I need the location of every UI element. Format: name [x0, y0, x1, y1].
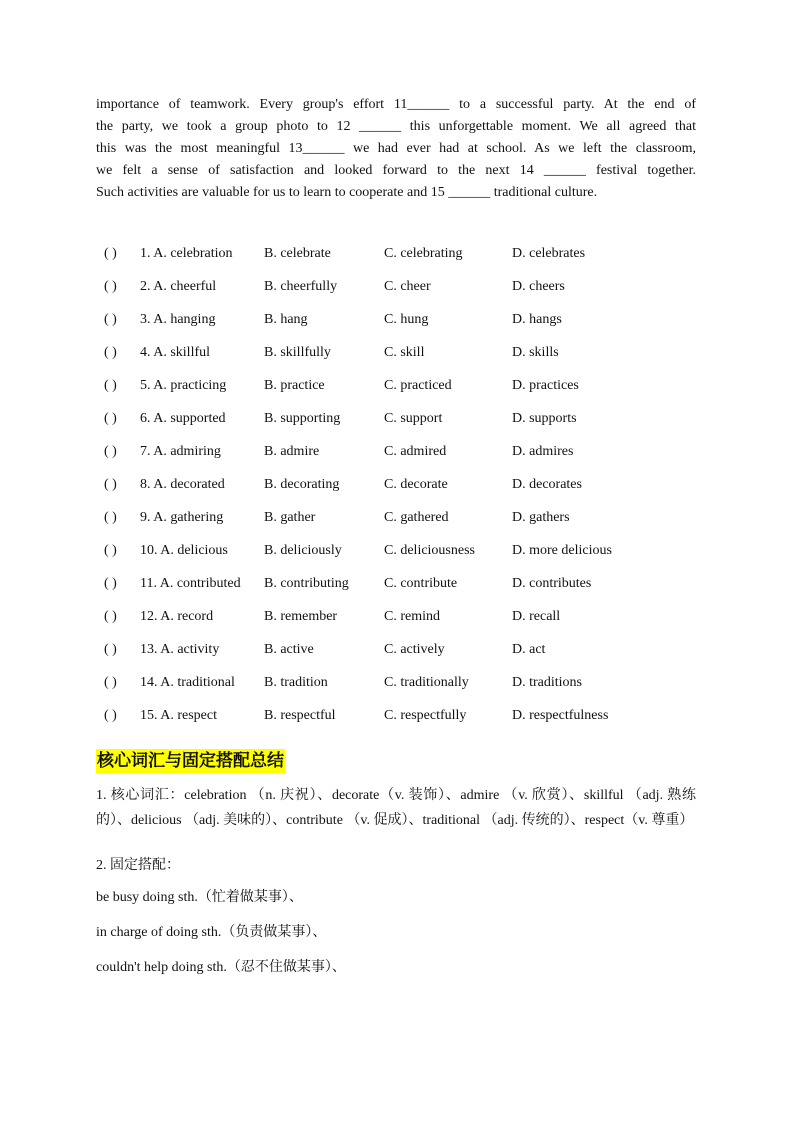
- option-d: D. recall: [512, 609, 561, 624]
- question-row: [96, 506, 696, 539]
- option-c: C. contribute: [384, 576, 458, 591]
- option-a: 8. A. decorated: [140, 477, 225, 492]
- answer-blank: ( ): [104, 708, 117, 723]
- option-a: 5. A. practicing: [140, 378, 227, 393]
- collocation-item: be busy doing sth.（忙着做某事）、: [96, 890, 303, 905]
- option-d: D. contributes: [512, 576, 592, 591]
- option-d: D. more delicious: [512, 543, 612, 558]
- reading-passage: [96, 94, 696, 204]
- answer-blank: ( ): [104, 510, 117, 525]
- option-c: C. decorate: [384, 477, 448, 492]
- option-d: D. supports: [512, 411, 577, 426]
- option-d: D. act: [512, 642, 546, 657]
- option-c: C. traditionally: [384, 675, 469, 690]
- passage-line: we felt a sense of satisfaction and looked forward to the next 14 ______ festival together.: [96, 163, 696, 178]
- option-b: B. gather: [264, 510, 316, 525]
- option-b: B. respectful: [264, 708, 336, 723]
- option-d: D. respectfulness: [512, 708, 609, 723]
- option-d: D. skills: [512, 345, 559, 360]
- option-b: B. practice: [264, 378, 325, 393]
- collocation-item: in charge of doing sth.（负责做某事）、: [96, 925, 327, 940]
- option-c: C. skill: [384, 345, 425, 360]
- question-row: [96, 374, 696, 407]
- option-d: D. admires: [512, 444, 574, 459]
- option-d: D. practices: [512, 378, 579, 393]
- question-row: [96, 638, 696, 671]
- passage-line: the party, we took a group photo to 12 ______ this unforgettable moment. We all agreed that: [96, 119, 696, 134]
- option-a: 11. A. contributed: [140, 576, 241, 591]
- question-row: [96, 473, 696, 506]
- answer-blank: ( ): [104, 642, 117, 657]
- question-row: [96, 242, 696, 275]
- option-b: B. active: [264, 642, 314, 657]
- answer-blank: ( ): [104, 477, 117, 492]
- option-d: D. cheers: [512, 279, 565, 294]
- answer-blank: ( ): [104, 543, 117, 558]
- option-c: C. celebrating: [384, 246, 463, 261]
- option-a: 10. A. delicious: [140, 543, 228, 558]
- option-d: D. hangs: [512, 312, 562, 327]
- option-b: B. celebrate: [264, 246, 331, 261]
- option-a: 7. A. admiring: [140, 444, 221, 459]
- option-c: C. cheer: [384, 279, 431, 294]
- answer-blank: ( ): [104, 312, 117, 327]
- question-row: [96, 605, 696, 638]
- option-c: C. actively: [384, 642, 445, 657]
- option-c: C. remind: [384, 609, 440, 624]
- question-row: [96, 341, 696, 374]
- passage-line: this was the most meaningful 13______ we had ever had at school. As we left the classroom,: [96, 141, 696, 156]
- option-c: C. deliciousness: [384, 543, 475, 558]
- question-row: [96, 539, 696, 572]
- option-c: C. support: [384, 411, 443, 426]
- option-b: B. hang: [264, 312, 308, 327]
- option-d: D. traditions: [512, 675, 582, 690]
- option-a: 3. A. hanging: [140, 312, 216, 327]
- option-b: B. admire: [264, 444, 320, 459]
- option-a: 15. A. respect: [140, 708, 217, 723]
- option-c: C. practiced: [384, 378, 452, 393]
- question-row: [96, 671, 696, 704]
- option-a: 13. A. activity: [140, 642, 220, 657]
- core-vocabulary: 1. 核心词汇：celebration （n. 庆祝）、decorate（v. 装饰）、admire （v. 欣赏）、skillful （adj. 熟练的）、delicious （adj. 美味的）、contribute （v. 促成）、traditional （adj. 传统的）、respect（v. 尊重）: [96, 788, 696, 828]
- option-b: B. tradition: [264, 675, 328, 690]
- answer-blank: ( ): [104, 246, 117, 261]
- option-a: 14. A. traditional: [140, 675, 235, 690]
- passage-line: importance of teamwork. Every group's effort 11______ to a successful party. At the end of: [96, 97, 696, 112]
- question-row: [96, 440, 696, 473]
- option-b: B. cheerfully: [264, 279, 338, 294]
- collocation-item: couldn't help doing sth.（忍不住做某事）、: [96, 960, 346, 975]
- option-a: 12. A. record: [140, 609, 214, 624]
- option-b: B. contributing: [264, 576, 349, 591]
- option-d: D. celebrates: [512, 246, 586, 261]
- collocations-title: 2. 固定搭配：: [96, 858, 180, 873]
- option-c: C. respectfully: [384, 708, 467, 723]
- option-c: C. admired: [384, 444, 447, 459]
- answer-blank: ( ): [104, 345, 117, 360]
- question-row: [96, 275, 696, 308]
- answer-blank: ( ): [104, 444, 117, 459]
- question-row: [96, 308, 696, 341]
- option-a: 1. A. celebration: [140, 246, 233, 261]
- passage-line: Such activities are valuable for us to learn to cooperate and 15 ______ traditional culture.: [96, 185, 598, 200]
- answer-blank: ( ): [104, 378, 117, 393]
- option-a: 6. A. supported: [140, 411, 226, 426]
- option-d: D. decorates: [512, 477, 582, 492]
- option-b: B. decorating: [264, 477, 340, 492]
- answer-blank: ( ): [104, 411, 117, 426]
- option-b: B. supporting: [264, 411, 341, 426]
- answer-blank: ( ): [104, 675, 117, 690]
- option-a: 2. A. cheerful: [140, 279, 217, 294]
- option-b: B. skillfully: [264, 345, 331, 360]
- document-page: [96, 94, 696, 984]
- option-b: B. remember: [264, 609, 338, 624]
- answer-blank: ( ): [104, 279, 117, 294]
- answer-blank: ( ): [104, 576, 117, 591]
- question-row: [96, 704, 696, 737]
- option-b: B. deliciously: [264, 543, 342, 558]
- option-d: D. gathers: [512, 510, 570, 525]
- question-row: [96, 572, 696, 605]
- question-list: [96, 242, 696, 737]
- option-c: C. gathered: [384, 510, 449, 525]
- summary-heading: 核心词汇与固定搭配总结: [97, 751, 284, 771]
- option-a: 4. A. skillful: [140, 345, 211, 360]
- answer-blank: ( ): [104, 609, 117, 624]
- summary-section: [96, 737, 696, 984]
- option-c: C. hung: [384, 312, 429, 327]
- question-row: [96, 407, 696, 440]
- option-a: 9. A. gathering: [140, 510, 224, 525]
